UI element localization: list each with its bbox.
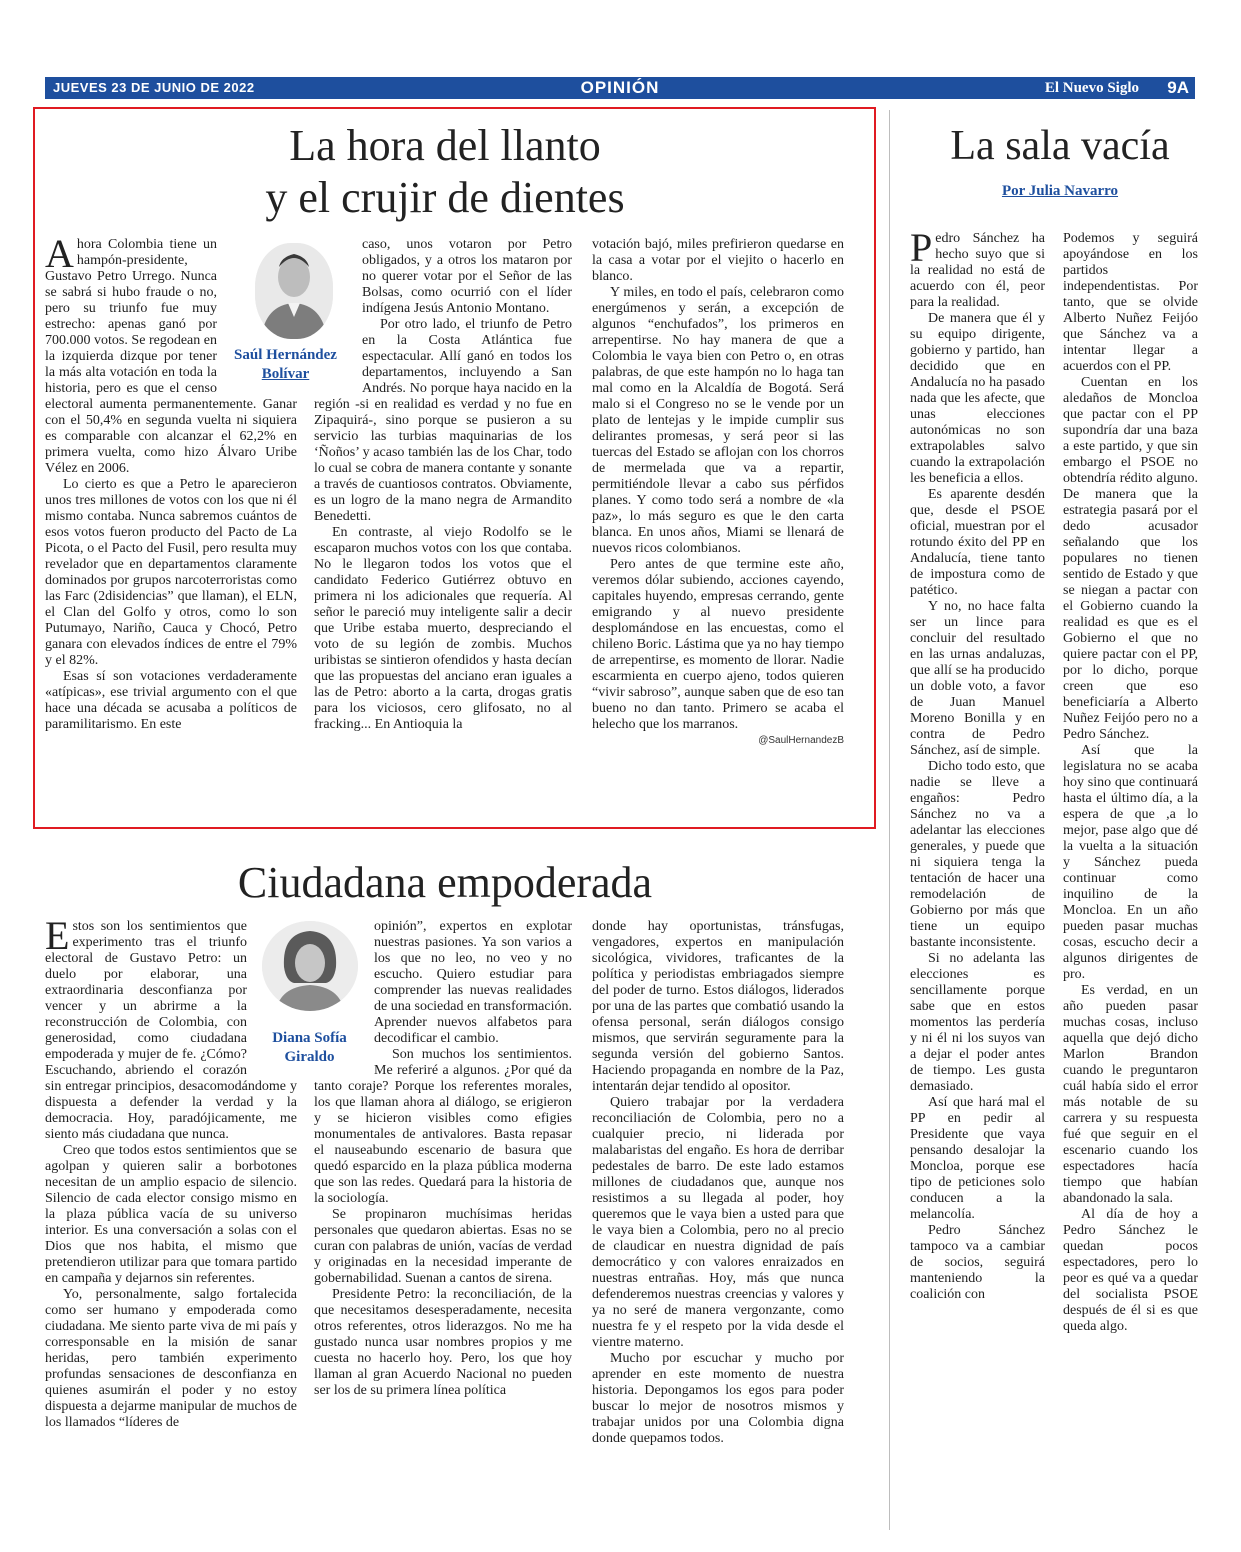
article1-paragraph: votación bajó, miles prefirieron quedarse en la casa a votar por el viejito o hacerlo en blanco.	[592, 237, 844, 284]
article3-paragraph: Cuentan en los aledaños de Moncloa que pactar con el PP supondría dar una baza a este partido, y que sin embargo el PSOE no obtendría rédito alguno. De manera que la estrategia pasará por el dedo acusador señalando que los populares no tienen sentido de Estado y que se niegan a pactar con el Gobierno cuando la realidad es que es el Gobierno el que no quiere pactar con el PP, por lo dicho, porque creen que eso beneficiaría a Alberto Nuñez Feijóo pero no a Pedro Sánchez.	[1063, 375, 1198, 742]
section-title: OPINIÓN	[580, 78, 660, 97]
article3-author	[900, 182, 1220, 201]
article3-paragraph: Si no adelanta las elecciones es sencillamente porque sabe que en estos momentos las perdería y ni él ni los suyos van a dejar el poder antes de tiempo. Les gusta demasiado.	[910, 951, 1045, 1094]
article1-paragraph: Y miles, en todo el país, celebraron como energúmenos y serán, a excepción de algunos “enchufados”, los primeros en arrepentirse. No hay manera de que a Colombia le vaya bien con Petro o, en otras palabras, de que este hampón no lo haga tan mal como en la Alcaldía de Bogotá. Será malo si el Congreso no se le vende por un plato de lentejas y le impide cumplir sus delirantes promesas, y será peor si las tuercas del Estado se aflojan con los chorros de mermelada que va a repartir, permitiéndole llevar a cabo sus pérfidos planes. Y como todo será a nombre de «la paz», lo más seguro es que le den carta blanca. En unos años, Miami se llenará de nuevos ricos colombianos.	[592, 285, 844, 556]
article2-column-1	[45, 913, 297, 1431]
article1-dropcap: A	[45, 231, 74, 276]
article3-title	[900, 120, 1220, 172]
article1-column-2	[314, 237, 572, 733]
article3-column-2	[1063, 231, 1198, 1335]
article1-author-line2: Bolívar	[261, 366, 310, 382]
article1-title-line1: La hora del llanto	[289, 121, 601, 170]
article1-column-1	[45, 231, 297, 733]
article2-paragraph: Yo, personalmente, salgo fortalecida como ser humano y empoderada como ciudadana. Me siento parte viva de mi país y corresponsable en la misión de sanar heridas, pero también experimento profundas sensaciones de desconfianza en quienes asumirán el poder y no estoy dispuesta a dejarme manipular de muchos de los llamados “líderes de	[45, 1287, 297, 1430]
article2-paragraph: Se propinaron muchísimas heridas personales que quedaron abiertas. Esas no se curan con palabras de unión, vacías de verdad y originadas en la necesidad imperante de gobernabilidad. Suenan a cantos de sirena.	[314, 1207, 572, 1286]
article1-paragraph: Por otro lado, el triunfo de Petro en la Costa Atlántica fue espectacular. Allí ganó en todos los departamentos, incluyendo a San Andrés. No porque haya nacido en la región -si en realidad es verdad y no fue en Zipaquirá-, sino porque se pusieron a su servicio las turbias maquinarias de los ‘Ñoños’ y acaso también las de los Char, todo lo cual se cobra de manera contante y sonante a través de cuantiosos contratos. Obviamente, es un logro de la mano negra de Armandito Benedetti.	[314, 317, 572, 524]
article3-paragraph: Es verdad, en un año pueden pasar muchas cosas, incluso aquella que dejó dicho Marlon Brandon cuando le preguntaron cuál había sido el error más notable de su carrera y su respuesta fué que seguir en el escenario cuando los espectadores hacía tiempo que habían abandonado la sala.	[1063, 983, 1198, 1206]
author-social-handle: @SaulHernandezB	[758, 735, 844, 746]
column-divider	[889, 110, 890, 1530]
article2-paragraph: Creo que todos estos sentimientos que se agolpan y quieren salir a borbotones necesitan de un amplio espacio de silencio. Silencio de cada elector consigo mismo en la plaza pública vacía de su universo interior. Es una conversación a solas con el Dios que nos habita, el mismo que pretendieron utilizar para que tomara partido en campaña y dejarnos sin referentes.	[45, 1143, 297, 1286]
article3-paragraph: Al día de hoy a Pedro Sánchez le quedan pocos espectadores, pero lo peor es qué va a quedar del socialista PSOE después de él si es que queda algo.	[1063, 1207, 1198, 1334]
article3-paragraph: Podemos y seguirá apoyándose en los partidos independentistas. Por tanto, que se olvide Alberto Nuñez Feijóo que Sánchez va a intentar llegar a acuerdos con el PP.	[1063, 231, 1198, 374]
article3-title-text: La sala vacía	[950, 123, 1170, 169]
article1-paragraph: En contraste, al viejo Rodolfo se le escaparon muchos votos con los que contaba. No le llegaron todos los votos que el candidato Federico Gutiérrez obtuvo en primera ni los adicionales que requería. Al señor le pareció muy inteligente salir a decir que Uribe estaba muerto, despreciando el voto de su legión de zombis. Muchos uribistas se sintieron ofendidos y hasta decían que las propuestas del anciano eran iguales a las de Petro: aborto a la carta, drogas gratis para los viciosos, cero glifosato, no al fracking... En Antioquia la	[314, 525, 572, 732]
article2-paragraph: Mucho por escuchar y mucho por aprender en este momento de nuestra historia. Depongamos los egos para poder buscar lo mejor de nosotros mismos y trabajar unidos por una Colombia digna donde quepamos todos.	[592, 1351, 844, 1446]
article2-column-2	[314, 919, 572, 1399]
article1-paragraph: Esas sí son votaciones verdaderamente «atípicas», ese trivial argumento con el que hace una década se acusaba a políticos de paramilitarismo. En este	[45, 669, 297, 732]
article3-paragraph: Así que la legislatura no se acaba hoy sino que continuará hasta el último día, a la espera de que ,a lo mejor, pase algo que dé la vuelta a la situación y Sánchez pueda continuar como inquilino de la Moncloa. En un año pueden pasar muchas cosas, escucho decir a algunos dirigentes de pro.	[1063, 743, 1198, 982]
article2-author-line1: Diana Sofía	[272, 1030, 347, 1046]
article3-paragraph: Pedro Sánchez tampoco va a cambiar de socios, seguirá manteniendo la coalición con	[910, 1223, 1045, 1302]
article3-author-text: Por Julia Navarro	[1001, 183, 1119, 199]
article1-column-3	[592, 237, 844, 749]
article2-author-line2: Giraldo	[284, 1049, 335, 1065]
issue-date: JUEVES 23 DE JUNIO DE 2022	[53, 80, 255, 95]
article1-paragraph: caso, unos votaron por Petro obligados, y a otros los mataron por no querer votar por el Señor de las Bolsas, como ocurrió con el líder indígena Jesús Antonio Montano.	[362, 237, 572, 316]
article3-column-1	[910, 225, 1045, 1303]
article3-paragraph: De manera que él y su equipo dirigente, gobierno y partido, han decidido que en Andalucía no ha pasado nada que les afecte, que unas elecciones autonómicas no son extrapolables salvo cuando la extrapolación les beneficia a ellos.	[910, 311, 1045, 486]
article3-paragraph: Pedro Sánchez ha hecho suyo que si la realidad no está de acuerdo con él, peor para la realidad.	[910, 225, 1045, 310]
article3-paragraph: Dicho todo esto, que nadie se lleve a engaños: Pedro Sánchez no va a adelantar las elecciones generales, y puede que ni siquiera tenga la tentación de hacer una remodelación de Gobierno por más que tiene un equipo bastante inconsistente.	[910, 759, 1045, 950]
article2-paragraph: Quiero trabajar por la verdadera reconciliación de Colombia, pero no a cualquier precio, ni liderada por malabaristas del engaño. Es hora de derribar pedestales de barro. De este lado estamos millones de ciudadanos que, aunque nos resistimos a su llegada al poder, hoy queremos que le vaya bien a usted para que le vaya bien a Colombia, pero no al precio de claudicar en nuestra dignidad de país democrático y con valores enraizados en nuestras entrañas. Hoy, más que nunca defenderemos nuestras creencias y valores y ya no seré de manera vergonzante, como nuestra fe y el respeto por la vida desde el vientre materno.	[592, 1095, 844, 1350]
article1-paragraph: Pero antes de que termine este año, veremos dólar subiendo, acciones cayendo, capitales huyendo, empresas cerrando, gente emigrando y al nuevo presidente desplomándose en las encuestas, como el chileno Boric. Lástima que ya no hay tiempo de arrepentirse, es momento de llorar. Nadie escarmienta en cuerpo ajeno, todos quieren “vivir sabroso”, aunque saben que de eso tan bueno no dan tanto. Primero se acaba el helecho que los marranos.	[592, 557, 844, 732]
article1-paragraph: Ahora Colombia tiene un hampón-presidente, Gustavo Petro Urrego. Nunca se sabrá si hubo fraude o no, pero su triunfo fue muy estrecho: apenas ganó por 700.000 votos. Se regodean en la izquierda dizque por tener la más alta votación en toda la historia, pero es que el censo electoral aumenta permanentemente. Ganar con el 50,4% en segunda vuelta ni siquiera es comparable con alcanzar el 62,2% en primera vuelta, como hizo Álvaro Uribe Vélez en 2006.	[45, 231, 297, 476]
article2-paragraph: donde hay oportunistas, tránsfugas, vengadores, expertos en manipulación sicológica, vividores, traficantes de la política y periodistas embriagados siempre del poder de turno. Estos diálogos, liderados por una de las partes que combatió usando la ofensa personal, serán diálogos consigo mismos, que servirán seguramente para la segunda versión del gobierno Santos. Haciendo propaganda en nombre de la Paz, intentarán dejar tendido al opositor.	[592, 919, 844, 1094]
page-header-bar	[45, 77, 1195, 99]
article1-paragraph: Lo cierto es que a Petro le aparecieron unos tres millones de votos con los que ni él mismo contaba. Nunca sabremos cuántos de esos votos fueron producto del Pacto de La Picota, o el Pacto del Fusil, pero resulta muy revelador que en departamentos claramente dominados por grupos narcoterroristas como las Farc (2disidencias” que llaman), el ELN, el Clan del Golfo y otros, como lo son Putumayo, Nariño, Cauca y Chocó, Petro ganara con elevados índices de entre el 79% y el 82%.	[45, 477, 297, 668]
article2-paragraph: Estos son los sentimientos que experimento tras el triunfo electoral de Gustavo Petro: un duelo por elaborar, una extraordinaria desconfianza por vencer y un abrirme a la reconstrucción de Colombia, con generosidad, como ciudadana empoderada y mujer de fe. ¿Cómo? Escuchando, abriendo el corazón sin entregar principios, desacomodándome y dispuesta a defender la verdad y la democracia. Hoy, paradójicamente, me siento más ciudadana que nunca.	[45, 913, 297, 1142]
article1-title-line2: y el crujir de dientes	[265, 173, 625, 222]
article2-paragraph: opinión”, expertos en explotar nuestras pasiones. Ya son varios a los que no leo, no veo y no escucho. Quiero estudiar para comprender las nuevas realidades de una sociedad en transformación. Aprender nuevos alfabetos para decodificar el cambio.	[374, 919, 572, 1046]
article3-dropcap: P	[910, 225, 933, 270]
article2-dropcap: E	[45, 913, 70, 958]
article2-paragraph: Presidente Petro: la reconciliación, de la que necesitamos desesperadamente, necesita otros referentes, otros liderazgos. No me ha gustado nunca usar nombres propios y me cuesta no hacerlo hoy. Pero, los que hoy llaman al gran Acuerdo Nacional no pueden ser los de su primera línea política	[314, 1287, 572, 1398]
article2-column-3	[592, 919, 844, 1447]
article2-title-text: Ciudadana empoderada	[237, 858, 653, 907]
newspaper-logo: El Nuevo Siglo	[1044, 80, 1139, 96]
article2-title	[40, 857, 850, 909]
article2-paragraph: Son muchos los sentimientos. Me referiré a algunos. ¿Por qué da tanto coraje? Porque los referentes morales, los que llaman ahora al diálogo, se erigieron y se hicieron visibles como efigies monumentales de antivalores. Basta repasar el nauseabundo escenario de basura que quedó esparcido en la plaza pública moderna que son las redes. Quedará para la historia de la sociología.	[314, 1047, 572, 1206]
article1-title	[40, 120, 850, 224]
article3-paragraph: Y no, no hace falta ser un lince para concluir del resultado en las urnas andaluzas, que allí se ha producido un doble voto, a favor de Juan Manuel Moreno Bonilla y en contra de Pedro Sánchez, así de simple.	[910, 599, 1045, 758]
article3-paragraph: Así que hará mal el PP en pedir al Presidente que vaya pensando desalojar la Moncloa, porque ese tipo de peticiones solo conducen a la melancolía.	[910, 1095, 1045, 1222]
article3-paragraph: Es aparente desdén que, desde el PSOE oficial, muestran por el rotundo éxito del PP en Andalucía, tiene tanto de impostura como de patético.	[910, 487, 1045, 598]
article1-author-line1: Saúl Hernández	[234, 347, 337, 363]
page-number: 9A	[1167, 78, 1189, 97]
